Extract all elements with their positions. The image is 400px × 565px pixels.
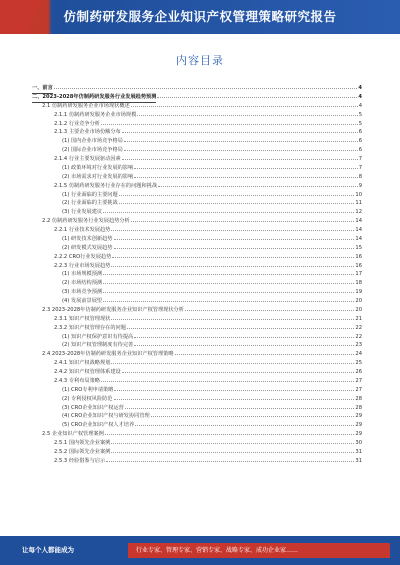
toc-leader-dots [134,337,354,338]
toc-leader-dots [122,372,355,373]
toc-entry[interactable] [32,120,362,129]
toc-leader-dots [119,195,355,196]
toc-entry-page: 7 [358,164,362,171]
toc-leader-dots [134,168,357,169]
toc-entry[interactable] [32,146,362,155]
toc-entry-text: 2.4 2023-2028年仿制药研发服务企业知识产权管理策略 [42,351,174,358]
toc-entry-page: 6 [358,147,362,154]
report-title: 仿制药研发服务企业知识产权管理策略研究报告 [63,9,337,24]
toc-entry[interactable] [32,377,362,386]
toc-entry[interactable] [32,288,362,297]
toc-leader-dots [103,283,354,284]
header-bar [0,0,400,34]
toc-entry-text: (4) 发展前景展望 [62,298,103,304]
toc-entry-text: (1) 行业面临的主要问题 [62,191,118,198]
toc-leader-dots [137,115,357,116]
toc-leader-dots [106,461,354,462]
toc-leader-dots [122,159,358,160]
toc-entry-text: (2) 专利侵权风险防范 [62,395,113,402]
toc-entry-text: (3) 市场竞争预测 [62,289,103,296]
toc-entry-page: 28 [355,395,362,402]
toc-entry-text: 2.2.1 行业技术发展趋势 [54,227,111,233]
toc-leader-dots [127,328,354,329]
toc-entry[interactable] [32,128,362,137]
toc-leader-dots [111,230,354,231]
toc-entry-page: 30 [355,440,362,446]
toc-entry[interactable] [32,324,362,333]
toc-entry[interactable] [32,368,362,377]
toc-leader-dots [114,239,355,240]
toc-entry-text: 2.5 企业知识产权管理案例 [42,431,104,438]
toc-leader-dots [54,88,358,89]
toc-entry-text: 二、2023-2028年仿制药研发服务行业发展趋势预测 [32,93,156,103]
toc-entry-page: 14 [355,235,362,242]
toc-entry-page: 24 [355,351,362,358]
toc-entry[interactable] [32,315,362,324]
toc-entry-text: 2.1.2 行业竞争分析 [54,120,100,127]
toc-entry-page: 29 [355,422,362,429]
footer-slogan: 让每个人都能成为 [22,546,74,554]
toc-entry[interactable] [32,333,362,342]
toc-entry-page: 18 [355,280,362,287]
toc-entry-text: 2.5.1 国内领先企业案例 [54,440,111,446]
toc-entry[interactable] [32,164,362,173]
toc-entry-text: (2) 研发模式发展趋势 [62,244,113,251]
toc-entry-text: (2) 市场结构预测 [62,280,103,287]
toc-entry-page: 27 [355,386,362,393]
footer-tagline: 行业专家、管理专家、营销专家、战略专家、成功企业家…… [128,543,390,558]
toc-leader-dots [135,425,354,426]
toc-entry-text: (1) 知识产权保护意识有待提高 [62,333,134,340]
toc-entry-page: 31 [355,448,362,455]
toc-entry-page: 25 [355,360,362,367]
toc-leader-dots [134,177,357,178]
toc-entry-page: 15 [355,244,362,251]
toc-entry[interactable] [32,386,362,395]
toc-entry-page: 10 [355,191,362,198]
toc-entry-text: (2) 行业面临的主要挑战 [62,200,118,207]
toc-leader-dots [111,266,354,267]
toc-entry[interactable] [32,279,362,288]
toc-entry-page: 7 [358,156,362,162]
toc-entry-page: 16 [355,253,362,260]
toc-entry-page: 19 [355,289,362,296]
toc-entry-page: 9 [358,182,362,189]
toc-entry[interactable] [32,359,362,368]
toc-entry-text: 2.4.3 专利布局策略 [54,377,100,384]
toc-entry-page: 5 [358,120,362,127]
toc-entry[interactable] [32,191,362,200]
toc-entry-page: 27 [355,377,362,384]
toc-entry-page: 28 [355,404,362,411]
toc-entry-text: 2.4.2 知识产权管理体系建设 [54,369,121,375]
toc-leader-dots [151,416,355,417]
toc-entry-text: (2) 知识产权管理制度有待完善 [62,342,134,349]
toc-leader-dots [157,97,357,98]
toc-entry-page: 11 [355,200,362,207]
toc-entry[interactable] [32,395,362,404]
toc-entry[interactable] [32,173,362,182]
toc-entry-page: 12 [355,209,362,216]
toc-entry-text: 2.1.4 行业主要发展驱动因素 [54,156,121,162]
toc-entry-text: 2.5.3 经验借鉴与启示 [54,457,106,464]
toc-entry-page: 14 [355,227,362,233]
toc-entry-text: (4) CRO企业知识产权与研发协同管理 [62,413,150,420]
toc-leader-dots [103,212,354,213]
toc-entry-page: 14 [355,218,362,225]
toc-entry-page: 4 [358,102,362,109]
toc-entry-text: 2.1.3 主要企业市场份额分布 [54,129,121,136]
toc-entry[interactable] [32,341,362,350]
toc-leader-dots [122,132,358,133]
toc-entry[interactable] [32,439,362,448]
toc-entry[interactable] [32,306,362,315]
toc-entry-page: 21 [355,315,362,322]
toc-entry-text: 2.2.3 行业市场发展趋势 [54,262,111,269]
toc-entry[interactable] [32,253,362,262]
toc-entry-page: 4 [358,93,362,100]
toc-entry[interactable] [32,199,362,208]
toc-leader-dots [114,390,354,391]
toc-entry-page: 22 [355,333,362,340]
toc-leader-dots [112,257,354,258]
toc-entry-page: 20 [355,306,362,313]
toc-entry-text: (5) CRO企业知识产权人才培养 [62,422,135,429]
toc-entry-text: 2.3.2 知识产权管理存在的问题 [54,324,126,331]
toc-entry[interactable] [32,421,362,430]
toc-leader-dots [105,434,355,435]
toc-entry-page: 17 [355,271,362,278]
toc-leader-dots [114,248,355,249]
toc-entry-text: (1) 研发技术创新趋势 [62,235,113,242]
toc-entry[interactable] [32,137,362,146]
toc-leader-dots [131,106,358,107]
toc-entry-page: 20 [355,298,362,304]
toc-entry-text: 2.2.2 CRO行业发展趋势 [54,253,112,260]
toc-entry-page: 26 [355,369,362,375]
toc-entry-text: 2.4.1 知识产权战略规划 [54,360,111,367]
toc-entry-page: 8 [358,173,362,180]
toc-entry-page: 23 [355,342,362,349]
toc-leader-dots [124,141,358,142]
toc-entry-text: (2) 国际企业市场竞争格局 [62,147,123,154]
toc-entry-page: 22 [355,324,362,331]
toc-leader-dots [175,354,355,355]
toc-entry[interactable] [32,262,362,271]
toc-leader-dots [101,381,354,382]
toc-entry-text: 2.3 2023-2028年仿制药研发服务企业知识产权管理现状分析 [42,306,184,313]
toc-entry[interactable] [32,270,362,279]
toc-entry-page: 5 [358,111,362,118]
toc-entry-page: 31 [355,457,362,464]
toc-entry[interactable] [32,102,362,111]
toc-leader-dots [101,124,358,125]
toc-entry[interactable] [32,404,362,413]
toc-entry[interactable] [32,350,362,359]
toc-entry[interactable] [32,111,362,120]
toc-entry[interactable] [32,226,362,235]
toc-heading: 内容目录 [176,54,224,67]
footer-bar [0,536,400,565]
toc-entry[interactable] [32,457,362,466]
toc-leader-dots [103,292,354,293]
toc-entry-page: 4 [358,85,362,91]
toc-entry-page: 6 [358,138,362,145]
toc-entry[interactable] [32,84,362,93]
toc-entry-text: (2) 市场需求对行业发展的影响 [62,173,134,180]
toc-leader-dots [119,203,355,204]
toc-entry-text: (1) 国内企业市场竞争格局 [62,138,123,145]
toc-leader-dots [134,345,354,346]
toc-entry-page: 16 [355,262,362,269]
toc-entry-text: 2.1 仿制药研发服务企业市场现状概述 [42,102,130,109]
toc-entry-text: 2.1.5 仿制药研发服务行业存在的问题和挑战 [54,182,158,189]
toc-entry[interactable] [32,155,362,164]
toc-entry-text: 2.1.1 仿制药研发服务企业市场规模 [54,111,137,118]
toc-entry[interactable] [32,244,362,253]
toc-leader-dots [111,443,354,444]
toc-leader-dots [103,274,354,275]
toc-entry-text: 2.5.2 国际领先企业案例 [54,448,111,455]
toc-leader-dots [111,319,354,320]
toc-leader-dots [111,452,354,453]
toc-entry-text: (3) CRO企业知识产权运营 [62,404,124,411]
toc-entry-text: 2.2 仿制药研发服务行业发展趋势分析 [42,218,130,225]
toc-entry-page: 6 [358,129,362,136]
toc-entry-text: (1) CRO专利申请策略 [62,386,114,393]
toc-entry[interactable] [32,297,362,306]
toc-leader-dots [185,310,354,311]
toc-entry[interactable] [32,93,362,102]
toc-leader-dots [114,399,355,400]
toc-entry-text: (1) 政策环境对行业发展的影响 [62,164,134,171]
toc-entry[interactable] [32,208,362,217]
table-of-contents [32,84,362,522]
toc-entry[interactable] [32,430,362,439]
toc-entry-text: (1) 市场规模预测 [62,271,103,278]
toc-leader-dots [158,186,358,187]
toc-entry-page: 29 [355,431,362,438]
toc-entry-text: 2.3.1 知识产权管理现状 [54,315,111,322]
toc-entry[interactable] [32,217,362,226]
toc-entry-page: 29 [355,413,362,420]
toc-entry[interactable] [32,235,362,244]
toc-entry[interactable] [32,182,362,191]
toc-leader-dots [125,408,355,409]
toc-leader-dots [103,301,354,302]
toc-entry[interactable] [32,448,362,457]
toc-leader-dots [111,363,354,364]
toc-entry-text: 一、前言 [32,84,53,94]
toc-entry[interactable] [32,412,362,421]
toc-entry-text: (3) 行业发展建议 [62,209,103,216]
toc-leader-dots [131,221,355,222]
toc-leader-dots [124,150,358,151]
